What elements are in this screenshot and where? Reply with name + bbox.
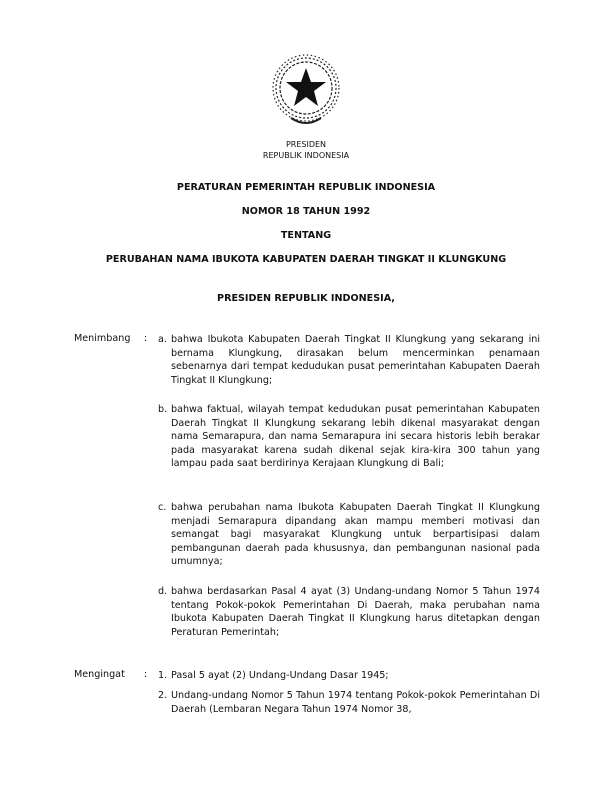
item-text: bahwa faktual, wilayah tempat kedudukan pusat pemerintahan Kabupaten Daerah Tingkat II Klungkung sekarang lebih dikenal masyarakat dengan nama Semarapura, dan nama Semarapura ini secara historis lebih berakar pada masyarakat karena sudah dikenal sejak kira-kira 300 tahun yang lampau pada saat berdirinya Kerajaan Klungkung di Bali; [171, 404, 540, 470]
header-line-1: PRESIDEN [285, 140, 327, 149]
regulation-subject: PERUBAHAN NAMA IBUKOTA KABUPATEN DAERAH TINGKAT II KLUNGKUNG [105, 254, 507, 265]
item-text: bahwa Ibukota Kabupaten Daerah Tingkat II Klungkung yang sekarang ini bernama Klungkung, dirasakan belum mencerminkan penamaan sebenarnya dari tempat kedudukan pusat pemerintahan Kabupaten Daerah Tingkat II Klungkung; [171, 334, 540, 386]
regulation-title: PERATURAN PEMERINTAH REPUBLIK INDONESIA [176, 182, 436, 193]
item-text: bahwa perubahan nama Ibukota Kabupaten Daerah Tingkat II Klungkung menjadi Semarapura dipandang akan mampu memberi motivasi dan semangat bagi masyarakat Klungkung untuk berpartisipasi dalam pembangunan daerah pada khususnya, dan pembangunan nasional pada umumnya; [171, 502, 540, 568]
mengingat-item [158, 689, 540, 716]
item-marker: 2. [158, 690, 168, 701]
menimbang-item [158, 501, 540, 569]
item-marker: c. [158, 502, 167, 513]
item-text: bahwa berdasarkan Pasal 4 ayat (3) Undang-undang Nomor 5 Tahun 1974 tentang Pokok-pokok Pemerintahan Di Daerah, maka perubahan nama Ibukota Kabupaten Daerah Tingkat II Klungkung harus ditetapkan dengan Peraturan Pemerintah; [171, 586, 540, 638]
item-text: Undang-undang Nomor 5 Tahun 1974 tentang Pokok-pokok Pemerintahan Di Daerah (Lembaran Negara Tahun 1974 Nomor 38, [171, 690, 540, 715]
mengingat-colon: : [144, 669, 148, 680]
preamble: PRESIDEN REPUBLIK INDONESIA, [217, 293, 395, 304]
menimbang-item [158, 403, 540, 471]
item-marker: a. [158, 334, 167, 345]
presidential-emblem-icon [269, 52, 343, 136]
regulation-tentang: TENTANG [280, 230, 332, 241]
item-marker: b. [158, 404, 168, 415]
mengingat-item [158, 669, 540, 683]
menimbang-item [158, 333, 540, 387]
mengingat-label: Mengingat [74, 669, 125, 680]
regulation-number: NOMOR 18 TAHUN 1992 [241, 206, 371, 217]
item-marker: d. [158, 586, 168, 597]
header-line-2: REPUBLIK INDONESIA [262, 151, 350, 160]
item-text: Pasal 5 ayat (2) Undang-Undang Dasar 1945; [171, 670, 389, 681]
menimbang-colon: : [144, 333, 148, 344]
menimbang-label: Menimbang [74, 333, 131, 344]
item-marker: 1. [158, 670, 168, 681]
menimbang-item [158, 585, 540, 639]
